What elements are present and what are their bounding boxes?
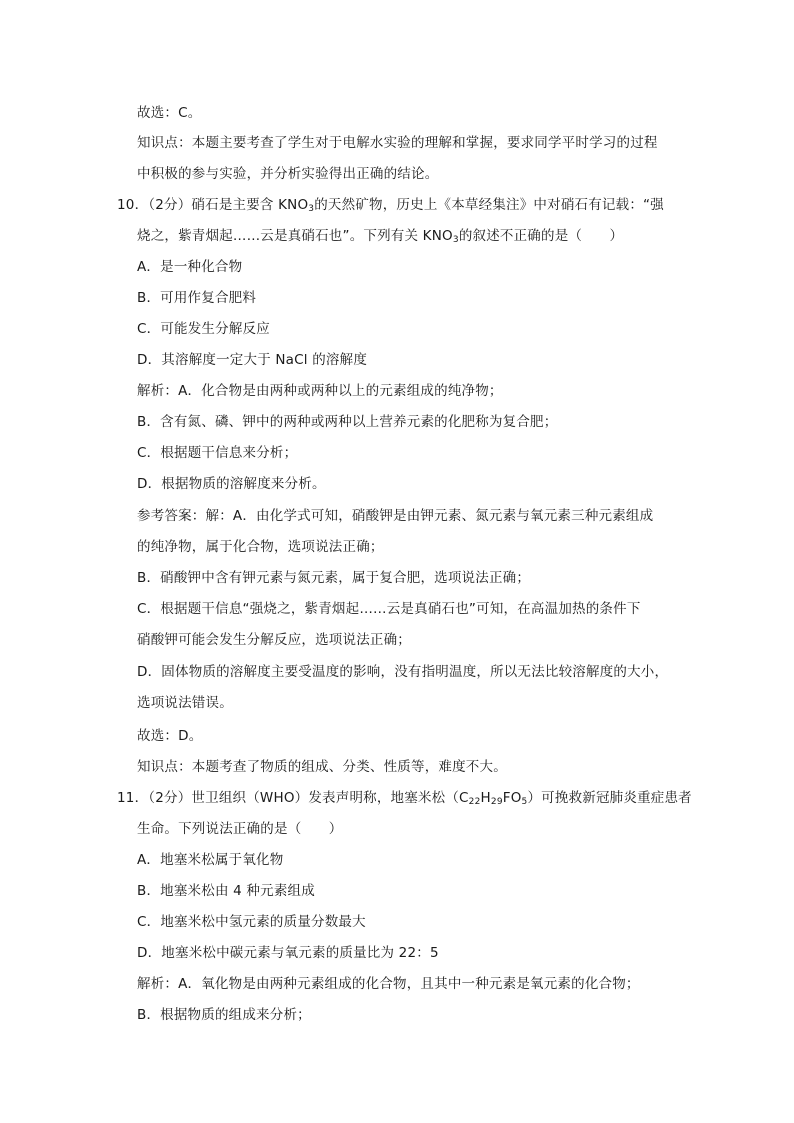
q10-subscript: 3 (308, 204, 315, 214)
q10-option-c: C．可能发生分解反应 (137, 321, 270, 337)
q11-stem-line-1 (117, 789, 692, 807)
q10-subscript: 3 (452, 235, 459, 245)
q10-option-a: A．是一种化合物 (137, 259, 243, 275)
q10-reference-line: D．固体物质的溶解度主要受温度的影响，没有指明温度，所以无法比较溶解度的大小， (137, 664, 669, 680)
q11-subscript: 22 (468, 797, 481, 807)
q10-analysis-line: D．根据物质的溶解度来分析。 (137, 476, 326, 492)
q11-option-a: A．地塞米松属于氧化物 (137, 852, 284, 868)
q11-option-b: B．地塞米松由 4 种元素组成 (137, 883, 315, 899)
q10-analysis-line: 解析：A．化合物是由两种或两种以上的元素组成的纯净物； (137, 383, 503, 399)
q10-stem-text: 的叙述不正确的是（ ） (458, 228, 624, 244)
q10-reference-line: 的纯净物，属于化合物，选项说法正确； (137, 539, 384, 555)
q10-analysis-line: C．根据题干信息来分析； (137, 445, 298, 461)
q10-stem-text: 的天然矿物，历史上《本草经集注》中对硝石有记载：“强 (314, 197, 664, 213)
q10-knowledge: 知识点：本题考查了物质的组成、分类、性质等，难度不大。 (137, 759, 507, 775)
q11-formula-text: FO (502, 790, 522, 806)
q10-reference-line: 硝酸钾可能会发生分解反应，选项说法正确； (137, 632, 411, 648)
q11-subscript: 29 (490, 797, 503, 807)
q11-option-c: C．地塞米松中氢元素的质量分数最大 (137, 914, 366, 930)
q10-option-b: B．可用作复合肥料 (137, 290, 257, 306)
q11-stem-line-2: 生命。下列说法正确的是（ ） (137, 821, 343, 837)
q9-answer: 故选：C。 (137, 105, 202, 121)
q10-reference-line: 选项说法错误。 (137, 695, 233, 711)
q10-analysis-line: B．含有氮、磷、钾中的两种或两种以上营养元素的化肥称为复合肥； (137, 414, 558, 430)
q10-reference-line: 参考答案：解：A．由化学式可知，硝酸钾是由钾元素、氮元素与氧元素三种元素组成 (137, 508, 654, 524)
q10-stem-text: 10．（2分）硝石是主要含 KNO (117, 197, 309, 213)
q10-stem-line-1 (117, 196, 664, 214)
q11-stem-text: 11．（2分）世卫组织（WHO）发表声明称，地塞米松（C (117, 790, 469, 806)
q11-stem-text: ）可挽救新冠肺炎重症患者 (527, 790, 692, 806)
q10-reference-line: C．根据题干信息“强烧之，紫青烟起……云是真硝石也”可知，在高温加热的条件下 (137, 601, 641, 617)
q11-analysis-line: B．根据物质的组成来分析； (137, 1007, 311, 1023)
q9-knowledge-line-1: 知识点：本题主要考查了学生对于电解水实验的理解和掌握，要求同学平时学习的过程 (137, 135, 658, 151)
q10-stem-text: 烧之，紫青烟起……云是真硝石也”。下列有关 KNO (137, 228, 453, 244)
q10-reference-line: B．硝酸钾中含有钾元素与氮元素，属于复合肥，选项说法正确； (137, 570, 531, 586)
q11-option-d: D．地塞米松中碳元素与氧元素的质量比为 22：5 (137, 945, 439, 961)
q9-knowledge-line-2: 中积极的参与实验，并分析实验得出正确的结论。 (137, 166, 439, 182)
q11-formula-text: H (480, 790, 491, 806)
q11-analysis-line: 解析：A．氧化物是由两种元素组成的化合物，且其中一种元素是氧元素的化合物； (137, 976, 640, 992)
q10-stem-line-2 (137, 227, 623, 245)
q11-subscript: 5 (521, 797, 528, 807)
q10-answer: 故选：D。 (137, 728, 203, 744)
q10-option-d: D．其溶解度一定大于 NaCl 的溶解度 (137, 352, 368, 368)
